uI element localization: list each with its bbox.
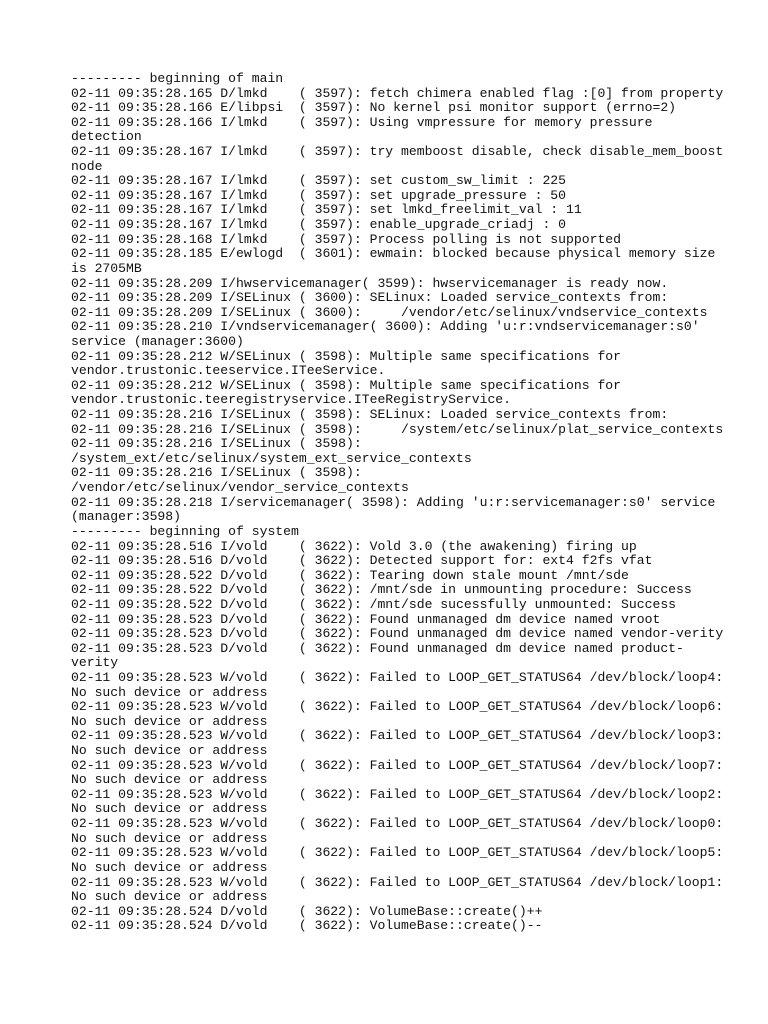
log-line: 02-11 09:35:28.523 W/vold ( 3622): Failed to LOOP_GET_STATUS64 /dev/block/loop2: bbox=[71, 786, 724, 802]
log-line: 02-11 09:35:28.523 W/vold ( 3622): Failed to LOOP_GET_STATUS64 /dev/block/loop3: bbox=[71, 728, 724, 744]
log-line: 02-11 09:35:28.516 D/vold ( 3622): Detected support for: ext4 f2fs vfat bbox=[71, 553, 653, 569]
log-line: 02-11 09:35:28.523 W/vold ( 3622): Failed to LOOP_GET_STATUS64 /dev/block/loop1: bbox=[71, 874, 724, 890]
log-line: 02-11 09:35:28.522 D/vold ( 3622): /mnt/sde in unmounting procedure: Success bbox=[71, 582, 692, 598]
log-line: (manager:3598) bbox=[71, 509, 182, 525]
log-line: 02-11 09:35:28.166 E/libpsi ( 3597): No kernel psi monitor support (errno=2) bbox=[71, 100, 677, 116]
log-line: is 2705MB bbox=[71, 260, 142, 276]
log-line: 02-11 09:35:28.168 I/lmkd ( 3597): Process polling is not supported bbox=[71, 231, 622, 247]
log-line: --------- beginning of main bbox=[71, 71, 284, 86]
log-line: 02-11 09:35:28.523 D/vold ( 3622): Found unmanaged dm device named vroot bbox=[71, 611, 661, 627]
log-line: 02-11 09:35:28.523 W/vold ( 3622): Failed to LOOP_GET_STATUS64 /dev/block/loop5: bbox=[71, 845, 724, 861]
log-line: 02-11 09:35:28.522 D/vold ( 3622): /mnt/sde sucessfully unmounted: Success bbox=[71, 596, 677, 612]
log-line: 02-11 09:35:28.209 I/SELinux ( 3600): SELinux: Loaded service_contexts from: bbox=[71, 290, 669, 306]
log-line: 02-11 09:35:28.523 D/vold ( 3622): Found unmanaged dm device named vendor-verity bbox=[71, 626, 724, 642]
log-line: 02-11 09:35:28.216 I/SELinux ( 3598): /system/etc/selinux/plat_service_contexts bbox=[71, 421, 724, 437]
log-line: No such device or address bbox=[71, 743, 268, 759]
log-line: 02-11 09:35:28.167 I/lmkd ( 3597): enable_upgrade_criadj : 0 bbox=[71, 217, 567, 233]
log-line: No such device or address bbox=[71, 889, 268, 905]
log-line: 02-11 09:35:28.523 W/vold ( 3622): Failed to LOOP_GET_STATUS64 /dev/block/loop6: bbox=[71, 699, 724, 715]
log-line: 02-11 09:35:28.212 W/SELinux ( 3598): Multiple same specifications for bbox=[71, 377, 622, 393]
log-line: No such device or address bbox=[71, 801, 268, 817]
log-line: /vendor/etc/selinux/vendor_service_contexts bbox=[71, 480, 409, 496]
log-line: 02-11 09:35:28.210 I/vndservicemanager( 3600): Adding 'u:r:vndservicemanager:s0' bbox=[71, 319, 700, 335]
log-line: 02-11 09:35:28.167 I/lmkd ( 3597): try memboost disable, check disable_mem_boost bbox=[71, 144, 724, 160]
log-line: 02-11 09:35:28.516 I/vold ( 3622): Vold 3.0 (the awakening) firing up bbox=[71, 538, 637, 554]
log-line: 02-11 09:35:28.523 W/vold ( 3622): Failed to LOOP_GET_STATUS64 /dev/block/loop4: bbox=[71, 669, 724, 685]
log-line: 02-11 09:35:28.216 I/SELinux ( 3598): bbox=[71, 465, 362, 481]
log-line: 02-11 09:35:28.216 I/SELinux ( 3598): bbox=[71, 436, 362, 452]
log-line: No such device or address bbox=[71, 684, 268, 700]
log-line: detection bbox=[71, 129, 142, 145]
log-line: service (manager:3600) bbox=[71, 333, 244, 349]
log-line: 02-11 09:35:28.524 D/vold ( 3622): VolumeBase::create()++ bbox=[71, 903, 543, 919]
log-line: 02-11 09:35:28.167 I/lmkd ( 3597): set upgrade_pressure : 50 bbox=[71, 187, 567, 203]
log-line: /system_ext/etc/selinux/system_ext_service_contexts bbox=[71, 450, 472, 466]
log-line: 02-11 09:35:28.209 I/SELinux ( 3600): /vendor/etc/selinux/vndservice_contexts bbox=[71, 304, 708, 320]
log-line: verity bbox=[71, 655, 119, 671]
log-line: 02-11 09:35:28.218 I/servicemanager( 3598): Adding 'u:r:servicemanager:s0' service bbox=[71, 494, 716, 510]
log-line: 02-11 09:35:28.216 I/SELinux ( 3598): SELinux: Loaded service_contexts from: bbox=[71, 407, 669, 423]
log-line: No such device or address bbox=[71, 859, 268, 875]
log-line: 02-11 09:35:28.167 I/lmkd ( 3597): set lmkd_freelimit_val : 11 bbox=[71, 202, 582, 218]
log-line: No such device or address bbox=[71, 772, 268, 788]
log-line: 02-11 09:35:28.165 D/lmkd ( 3597): fetch chimera enabled flag :[0] from property bbox=[71, 85, 724, 101]
log-line: 02-11 09:35:28.523 W/vold ( 3622): Failed to LOOP_GET_STATUS64 /dev/block/loop7: bbox=[71, 757, 724, 773]
log-line: 02-11 09:35:28.524 D/vold ( 3622): VolumeBase::create()-- bbox=[71, 918, 543, 934]
log-line: 02-11 09:35:28.167 I/lmkd ( 3597): set custom_sw_limit : 225 bbox=[71, 173, 567, 189]
log-line: --------- beginning of system bbox=[71, 523, 299, 539]
log-line: vendor.trustonic.teeregistryservice.ITeeRegistryService. bbox=[71, 392, 512, 408]
log-line: No such device or address bbox=[71, 713, 268, 729]
log-line: No such device or address bbox=[71, 830, 268, 846]
log-line: 02-11 09:35:28.212 W/SELinux ( 3598): Multiple same specifications for bbox=[71, 348, 622, 364]
log-line: 02-11 09:35:28.523 D/vold ( 3622): Found unmanaged dm device named product- bbox=[71, 640, 684, 656]
log-line: 02-11 09:35:28.523 W/vold ( 3622): Failed to LOOP_GET_STATUS64 /dev/block/loop0: bbox=[71, 816, 724, 832]
log-line: 02-11 09:35:28.166 I/lmkd ( 3597): Using vmpressure for memory pressure bbox=[71, 114, 653, 130]
log-line: node bbox=[71, 158, 103, 174]
log-text bbox=[71, 71, 724, 934]
log-line: 02-11 09:35:28.209 I/hwservicemanager( 3599): hwservicemanager is ready now. bbox=[71, 275, 669, 291]
log-line: 02-11 09:35:28.185 E/ewlogd ( 3601): ewmain: blocked because physical memory size bbox=[71, 246, 716, 262]
log-line: vendor.trustonic.teeservice.ITeeService. bbox=[71, 363, 386, 379]
log-line: 02-11 09:35:28.522 D/vold ( 3622): Tearing down stale mount /mnt/sde bbox=[71, 567, 629, 583]
